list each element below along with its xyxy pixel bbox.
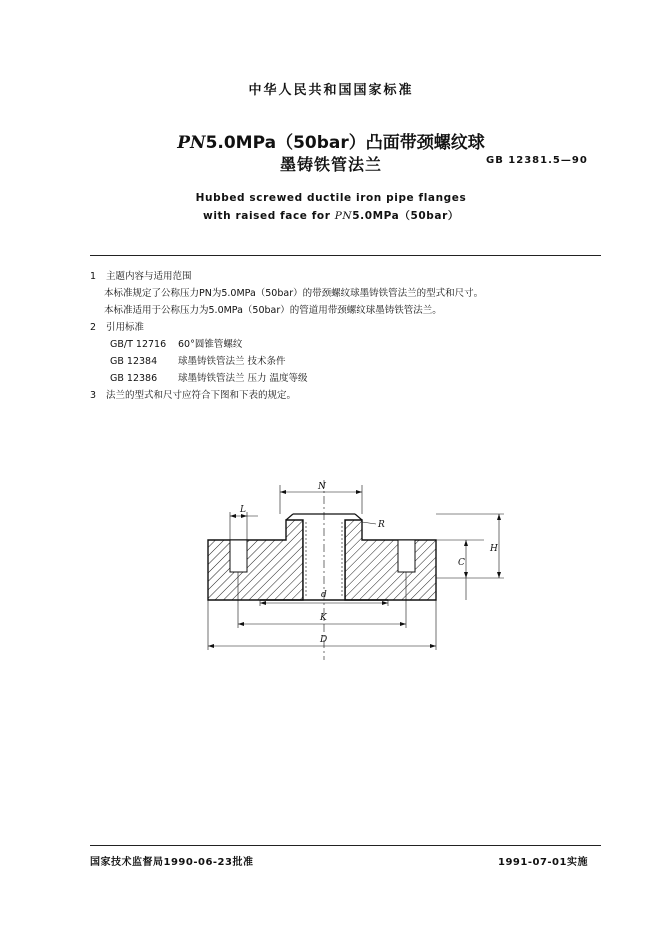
reference-code: GB/T 12716 xyxy=(110,339,167,350)
reference-name: 60°圆锥管螺纹 xyxy=(178,339,243,350)
dim-label-L: L xyxy=(240,505,246,515)
standard-number: GB 12381.5—90 xyxy=(486,155,588,166)
english-title-pn: PN xyxy=(334,210,353,222)
reference-name: 球墨铸铁管法兰 压力 温度等级 xyxy=(178,373,308,384)
section-1-title: 主题内容与适用范围 xyxy=(106,271,192,282)
english-title-line-2 xyxy=(0,208,662,223)
reference-name: 球墨铸铁管法兰 技术条件 xyxy=(178,356,286,367)
document-title-line-1 xyxy=(0,128,662,153)
dim-label-K: K xyxy=(320,613,327,623)
section-1-number: 1 xyxy=(90,271,97,282)
document-title-line-2: 墨铸铁管法兰 xyxy=(279,155,382,174)
issuing-organization: 中华人民共和国国家标准 xyxy=(248,83,414,98)
approval-date: 国家技术监督局1990-06-23批准 xyxy=(90,857,254,868)
dim-label-D: D xyxy=(320,635,328,645)
english-title-prefix: with raised face for xyxy=(203,210,335,222)
english-title-line-1: Hubbed screwed ductile iron pipe flanges xyxy=(195,192,467,204)
section-2-number: 2 xyxy=(90,322,97,333)
section-2-title: 引用标准 xyxy=(106,322,145,333)
flange-left-section xyxy=(208,520,303,600)
dim-label-H: H xyxy=(490,544,498,554)
dim-label-N: N xyxy=(318,482,326,492)
section-1-paragraph-1: 本标准规定了公称压力PN为5.0MPa（50bar）的带颈螺纹球墨铸铁管法兰的型式和尺寸。 xyxy=(104,288,484,299)
header-rule xyxy=(90,255,601,256)
english-title-suffix: 5.0MPa（50bar） xyxy=(352,210,459,222)
section-3-number: 3 xyxy=(90,390,97,401)
reference-code: GB 12384 xyxy=(110,356,158,367)
section-3-title: 法兰的型式和尺寸应符合下图和下表的规定。 xyxy=(106,390,297,401)
flange-drawing xyxy=(0,470,662,660)
dim-label-R: R xyxy=(378,520,385,530)
implementation-date: 1991-07-01实施 xyxy=(498,857,588,868)
bolt-hole-right xyxy=(398,540,415,572)
footer-rule xyxy=(90,845,601,846)
title-rest: 5.0MPa（50bar）凸面带颈螺纹球 xyxy=(205,133,485,153)
section-1-paragraph-2: 本标准适用于公称压力为5.0MPa（50bar）的管道用带颈螺纹球墨铸铁管法兰。 xyxy=(104,305,442,316)
reference-code: GB 12386 xyxy=(110,373,158,384)
title-pn: PN xyxy=(177,133,206,153)
bolt-hole-left xyxy=(230,540,247,572)
flange-right-section xyxy=(345,520,436,600)
dim-label-d: d xyxy=(321,590,327,600)
dim-label-C: C xyxy=(458,558,465,568)
